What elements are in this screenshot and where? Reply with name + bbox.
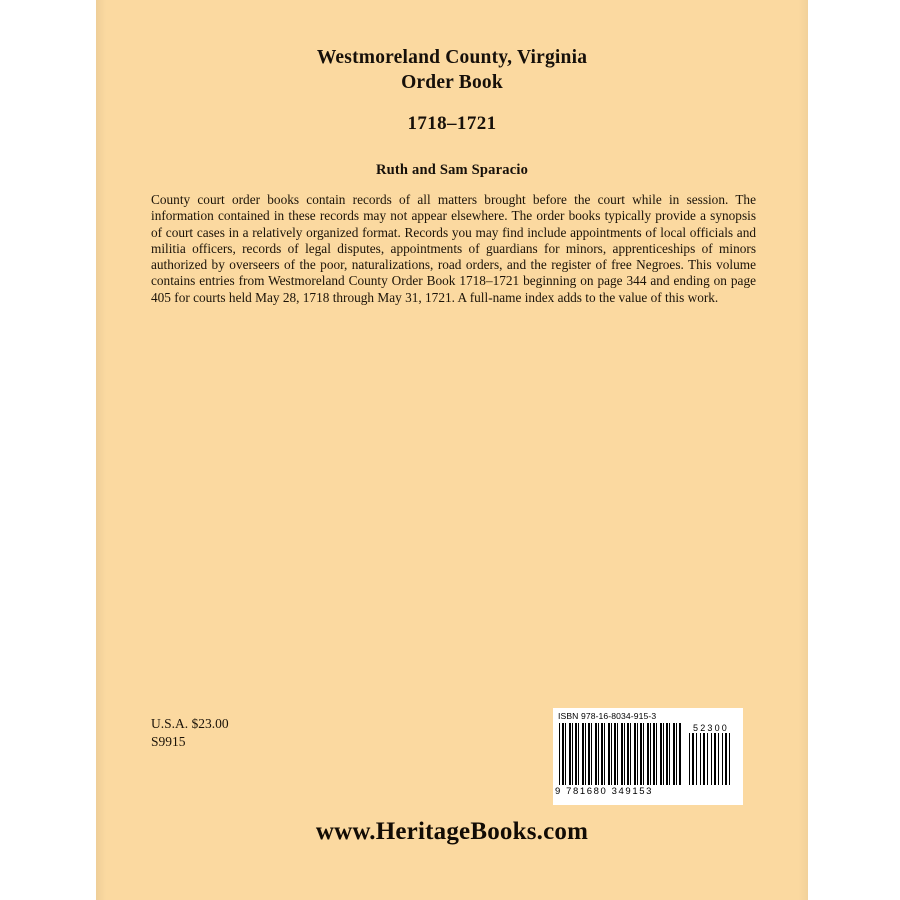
cover-surface	[96, 0, 808, 900]
publisher-website[interactable]: www.HeritageBooks.com	[315, 818, 589, 845]
page-title-line-1: Westmoreland County, Virginia	[316, 47, 588, 68]
price-block	[151, 715, 229, 751]
title-block	[96, 45, 808, 179]
page-title-line-2: Order Book	[401, 72, 503, 93]
ean13-bars-icon	[559, 723, 681, 785]
ean5-addon-bars-icon	[689, 733, 733, 785]
barcode-bars-area	[553, 723, 743, 805]
authors: Ruth and Sam Sparacio	[375, 162, 529, 178]
item-number: S9915	[151, 734, 186, 749]
date-range: 1718–1721	[407, 113, 497, 134]
description-paragraph: County court order books contain records of all matters brought before the court while in session. The information contained in these records may not appear elsewhere. The order books typically provide a synopsis of court cases in a relatively organized format. Records you may find include appointments of local officials and militia officers, records of legal disputes, appointments of guardians for minors, apprenticeships of minors authorized by overseers of the poor, naturalizations, road orders, and the register of free Negroes. This volume contains entries from Westmoreland County Order Book 1718–1721 beginning on page 344 and ending on page 405 for courts held May 28, 1718 through May 31, 1721. A full-name index adds to the value of this work.	[151, 192, 756, 305]
price: U.S.A. $23.00	[151, 716, 229, 731]
barcode	[553, 708, 743, 805]
isbn-text: ISBN 978-16-8034-915-3	[558, 711, 657, 721]
barcode-addon-digits: 52300	[692, 723, 730, 733]
barcode-ean-digits: 9 781680 349153	[555, 786, 653, 797]
